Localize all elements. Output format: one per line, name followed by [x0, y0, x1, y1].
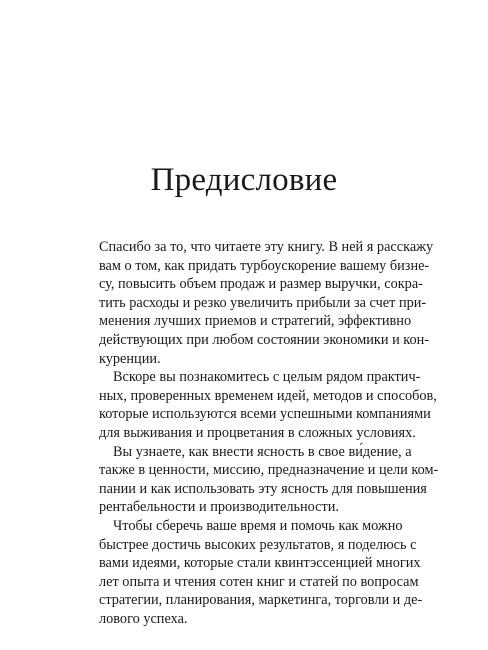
text-line: куренции.	[99, 350, 161, 367]
text-line: лет опыта и чтения сотен книг и статей по вопросам	[99, 573, 419, 590]
text-line: ных, проверенных временем идей, методов и способов,	[99, 387, 437, 404]
text-line: для выживания и процветания в сложных условиях.	[99, 424, 416, 441]
text-line: пании и как использовать эту ясность для повышения	[99, 480, 427, 497]
text-line: лового успеха.	[99, 610, 188, 627]
preface-body	[99, 238, 439, 628]
text-line: быстрее достичь высоких результатов, я поделюсь с	[99, 536, 417, 553]
text-line: менения лучших приемов и стратегий, эффективно	[99, 313, 412, 330]
page-title: Предисловие	[150, 162, 338, 198]
text-line: стратегии, планирования, маркетинга, торговли и де-	[99, 592, 423, 609]
text-line: рентабельности и производительности.	[99, 499, 339, 516]
text-line: су, повысить объем продаж и размер выручки, сокра-	[99, 276, 423, 293]
text-line: Чтобы сберечь ваше время и помочь как можно	[113, 517, 403, 534]
text-line: вами идеями, которые стали квинтэссенцией многих	[99, 555, 421, 572]
text-line: тить расходы и резко увеличить прибыли за счет при-	[99, 294, 427, 311]
text-line: вам о том, как придать турбоускорение вашему бизне-	[99, 257, 430, 274]
text-line: которые используются всеми успешными компаниями	[99, 406, 431, 423]
text-line: Спасибо за то, что читаете эту книгу. В ней я расскажу	[99, 239, 434, 255]
text-line: действующих при любом состоянии экономики и кон-	[99, 331, 430, 348]
text-line: Вскоре вы познакомитесь с целым рядом практич-	[113, 369, 421, 386]
text-line: также в ценности, миссию, предназначение и цели ком-	[99, 462, 439, 479]
text-line: Вы узнаете, как внести ясность в свое ви́дение, а	[113, 443, 412, 460]
